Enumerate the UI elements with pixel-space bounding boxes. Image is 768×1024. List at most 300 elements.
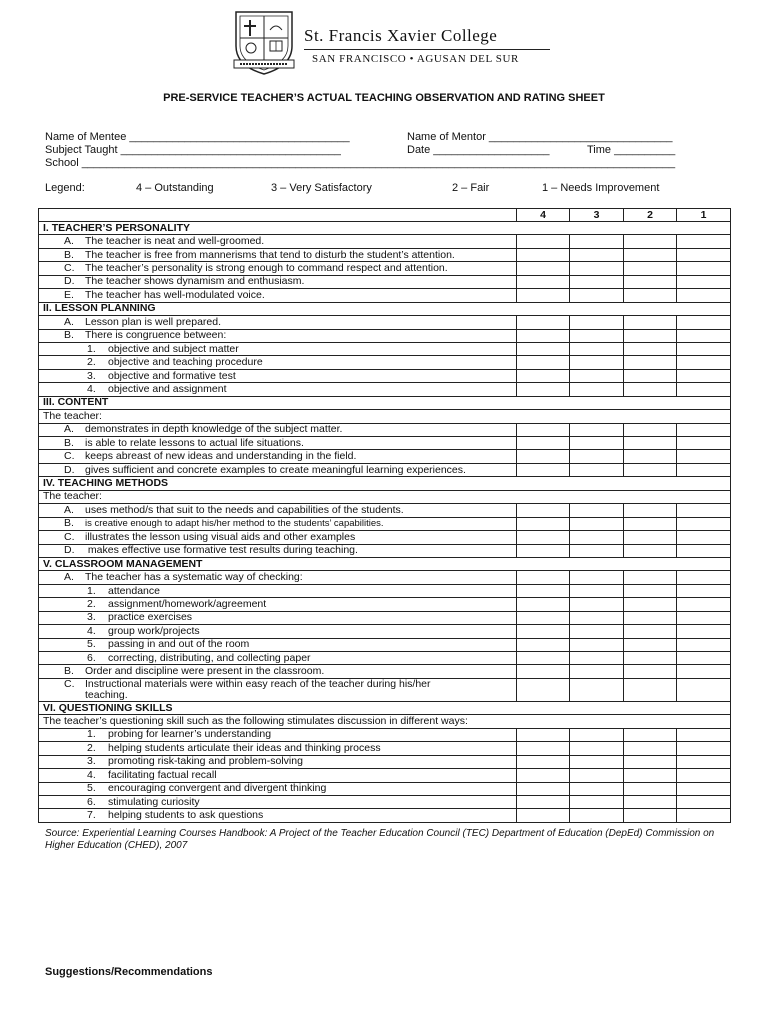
source-citation: Source: Experiential Learning Courses Handbook: A Project of the Teacher Education Council (TEC) Department of Education (DepEd) Commission on Higher Education (CHED), 2007 (45, 828, 715, 851)
rating-cell-3[interactable] (570, 342, 624, 355)
rating-cell-3[interactable] (570, 571, 624, 584)
rating-cell-3[interactable] (570, 742, 624, 755)
criterion-cell (39, 423, 517, 436)
table-row (39, 625, 731, 638)
table-row (39, 222, 731, 235)
rating-cell-3[interactable] (570, 678, 624, 701)
table-row (39, 584, 731, 597)
rating-cell-4[interactable] (517, 544, 570, 557)
rating-cell-4[interactable] (517, 369, 570, 382)
criterion-text: is able to relate lessons to actual life situations. (85, 436, 304, 449)
legend-item-3: 3 – Very Satisfactory (271, 182, 372, 194)
rating-cell-1[interactable] (677, 584, 731, 597)
rating-cell-1[interactable] (677, 782, 731, 795)
criterion-text: Order and discipline were present in the classroom. (85, 665, 325, 678)
criterion-cell (39, 598, 517, 611)
rating-cell-4[interactable] (517, 769, 570, 782)
criterion-text: probing for learner’s understanding (108, 728, 272, 741)
rating-cell-1[interactable] (677, 316, 731, 329)
table-row (39, 490, 731, 503)
criterion-cell (39, 356, 517, 369)
table-row (39, 742, 731, 755)
table-row (39, 531, 731, 544)
rating-cell-1[interactable] (677, 235, 731, 248)
rating-cell-3[interactable] (570, 517, 624, 530)
criterion-cell (39, 316, 517, 329)
criterion-marker: 4. (87, 382, 96, 395)
criterion-marker: 5. (87, 638, 96, 651)
rating-cell-3[interactable] (570, 289, 624, 302)
rating-cell-2[interactable] (624, 275, 677, 288)
criterion-text: passing in and out of the room (108, 638, 250, 651)
rating-cell-4[interactable] (517, 437, 570, 450)
rating-cell-2[interactable] (624, 289, 677, 302)
rating-cell-1[interactable] (677, 517, 731, 530)
rating-cell-1[interactable] (677, 262, 731, 275)
section-note: The teacher’s questioning skill such as the following stimulates discussion in different ways: (39, 715, 731, 728)
table-row (39, 755, 731, 768)
criterion-cell (39, 584, 517, 597)
rating-cell-2[interactable] (624, 342, 677, 355)
criterion-text: stimulating curiosity (108, 795, 200, 808)
rating-cell-2[interactable] (624, 450, 677, 463)
criterion-cell (39, 262, 517, 275)
table-row (39, 728, 731, 741)
criterion-cell (39, 329, 517, 342)
criterion-text: objective and subject matter (108, 342, 239, 355)
header-divider (304, 49, 550, 50)
criterion-cell (39, 728, 517, 741)
criterion-marker: 5. (87, 782, 96, 795)
table-row (39, 437, 731, 450)
rating-cell-1[interactable] (677, 638, 731, 651)
rating-cell-1[interactable] (677, 611, 731, 624)
table-row (39, 450, 731, 463)
criterion-text: helping students articulate their ideas and thinking process (108, 741, 381, 754)
rating-cell-1[interactable] (677, 728, 731, 741)
rating-cell-3[interactable] (570, 625, 624, 638)
college-name: St. Francis Xavier College (304, 26, 498, 45)
criterion-marker: 6. (87, 651, 96, 664)
rating-cell-4[interactable] (517, 795, 570, 808)
rating-cell-4[interactable] (517, 571, 570, 584)
rating-table (38, 208, 731, 823)
rating-cell-1[interactable] (677, 463, 731, 476)
rating-cell-3[interactable] (570, 769, 624, 782)
criterion-text: practice exercises (108, 611, 193, 624)
criterion-marker: B. (64, 517, 74, 530)
rating-cell-3[interactable] (570, 611, 624, 624)
rating-cell-2[interactable] (624, 728, 677, 741)
rating-cell-1[interactable] (677, 665, 731, 678)
criterion-cell (39, 638, 517, 651)
criterion-marker: A. (64, 423, 74, 436)
rating-cell-3[interactable] (570, 809, 624, 822)
rating-cell-4[interactable] (517, 742, 570, 755)
criterion-text: The teacher shows dynamism and enthusiasm. (85, 275, 305, 288)
rating-cell-4[interactable] (517, 383, 570, 396)
table-row (39, 262, 731, 275)
rating-cell-2[interactable] (624, 262, 677, 275)
rating-cell-2[interactable] (624, 423, 677, 436)
table-row (39, 715, 731, 728)
table-row (39, 571, 731, 584)
rating-cell-3[interactable] (570, 795, 624, 808)
criterion-text: attendance (108, 584, 160, 597)
criterion-text: correcting, distributing, and collecting paper (108, 651, 311, 664)
rating-cell-4[interactable] (517, 678, 570, 701)
rating-cell-1[interactable] (677, 755, 731, 768)
criterion-marker: 4. (87, 624, 96, 637)
criterion-text: uses method/s that suit to the needs and capabilities of the students. (85, 503, 404, 516)
criterion-marker: A. (64, 503, 74, 516)
legend-item-2: 2 – Fair (452, 182, 490, 194)
table-row (39, 782, 731, 795)
rating-cell-2[interactable] (624, 248, 677, 261)
criterion-marker: A. (64, 571, 74, 584)
rating-cell-2[interactable] (624, 584, 677, 597)
rating-cell-3[interactable] (570, 531, 624, 544)
criterion-cell (39, 437, 517, 450)
rating-cell-1[interactable] (677, 369, 731, 382)
rating-cell-2[interactable] (624, 652, 677, 665)
criterion-marker: 2. (87, 597, 96, 610)
rating-cell-4[interactable] (517, 755, 570, 768)
college-location: SAN FRANCISCO • AGUSAN DEL SUR (312, 53, 519, 65)
rating-cell-1[interactable] (677, 652, 731, 665)
rating-cell-4[interactable] (517, 611, 570, 624)
rating-cell-1[interactable] (677, 450, 731, 463)
rating-cell-4[interactable] (517, 728, 570, 741)
criterion-cell (39, 795, 517, 808)
table-row (39, 652, 731, 665)
legend-label: Legend: (45, 182, 85, 194)
rating-cell-3[interactable] (570, 665, 624, 678)
rating-cell-1[interactable] (677, 742, 731, 755)
rating-cell-3[interactable] (570, 755, 624, 768)
rating-cell-2[interactable] (624, 369, 677, 382)
rating-cell-4[interactable] (517, 665, 570, 678)
rating-cell-1[interactable] (677, 504, 731, 517)
criterion-cell (39, 678, 517, 701)
rating-cell-2[interactable] (624, 517, 677, 530)
table-row (39, 477, 731, 490)
rating-cell-1[interactable] (677, 342, 731, 355)
rating-cell-2[interactable] (624, 571, 677, 584)
rating-cell-3[interactable] (570, 383, 624, 396)
rating-cell-3[interactable] (570, 369, 624, 382)
rating-cell-3[interactable] (570, 638, 624, 651)
criterion-marker: 1. (87, 342, 96, 355)
criterion-cell (39, 742, 517, 755)
rating-cell-4[interactable] (517, 782, 570, 795)
rating-cell-3[interactable] (570, 463, 624, 476)
rating-cell-3[interactable] (570, 598, 624, 611)
criterion-cell (39, 504, 517, 517)
rating-cell-1[interactable] (677, 437, 731, 450)
criterion-cell (39, 809, 517, 822)
rating-cell-3[interactable] (570, 450, 624, 463)
rating-cell-1[interactable] (677, 531, 731, 544)
rating-cell-2[interactable] (624, 531, 677, 544)
rating-cell-2[interactable] (624, 329, 677, 342)
table-row (39, 302, 731, 315)
criterion-cell (39, 289, 517, 302)
section-heading: I. TEACHER’S PERSONALITY (39, 222, 731, 235)
table-row (39, 463, 731, 476)
criterion-text: objective and assignment (108, 382, 227, 395)
rating-cell-4[interactable] (517, 289, 570, 302)
rating-cell-4[interactable] (517, 584, 570, 597)
mentor-field[interactable]: Name of Mentor ______________________________ (407, 131, 673, 143)
criteria-header (39, 209, 517, 222)
rating-cell-3[interactable] (570, 248, 624, 261)
criterion-text: objective and teaching procedure (108, 356, 263, 369)
criterion-marker: 6. (87, 795, 96, 808)
rating-cell-2[interactable] (624, 678, 677, 701)
rating-cell-4[interactable] (517, 463, 570, 476)
document-title: PRE-SERVICE TEACHER’S ACTUAL TEACHING OBSERVATION AND RATING SHEET (163, 92, 605, 104)
criterion-text: makes effective use formative test results during teaching. (85, 544, 358, 557)
rating-cell-1[interactable] (677, 423, 731, 436)
rating-cell-4[interactable] (517, 356, 570, 369)
criterion-text: Lesson plan is well prepared. (85, 315, 221, 328)
rating-header-row (39, 209, 731, 222)
criterion-cell (39, 755, 517, 768)
criterion-marker: C. (64, 530, 75, 543)
criterion-marker: 4. (87, 768, 96, 781)
criterion-cell (39, 517, 517, 530)
criterion-cell (39, 625, 517, 638)
criterion-cell (39, 611, 517, 624)
rating-cell-4[interactable] (517, 316, 570, 329)
section-note: The teacher: (39, 410, 731, 423)
rating-cell-2[interactable] (624, 638, 677, 651)
rating-cell-4[interactable] (517, 262, 570, 275)
rating-cell-3[interactable] (570, 544, 624, 557)
rating-cell-4[interactable] (517, 329, 570, 342)
criterion-text: assignment/homework/agreement (108, 597, 267, 610)
table-row (39, 544, 731, 557)
rating-cell-1[interactable] (677, 678, 731, 701)
table-row (39, 678, 731, 701)
rating-cell-3[interactable] (570, 235, 624, 248)
criterion-cell (39, 275, 517, 288)
rating-cell-2[interactable] (624, 356, 677, 369)
criterion-marker: A. (64, 315, 74, 328)
criterion-cell (39, 769, 517, 782)
table-row (39, 517, 731, 530)
rating-cell-1[interactable] (677, 248, 731, 261)
criterion-text: helping students to ask questions (108, 809, 264, 822)
criterion-text: facilitating factual recall (108, 768, 217, 781)
rating-cell-3[interactable] (570, 728, 624, 741)
rating-cell-1[interactable] (677, 356, 731, 369)
table-row (39, 316, 731, 329)
rating-cell-3[interactable] (570, 329, 624, 342)
subject-field[interactable]: Subject Taught ____________________________________ (45, 144, 341, 156)
criterion-marker: 3. (87, 369, 96, 382)
rating-cell-3[interactable] (570, 584, 624, 597)
rating-cell-2[interactable] (624, 544, 677, 557)
rating-column-header: 2 (624, 209, 677, 222)
rating-cell-4[interactable] (517, 275, 570, 288)
criterion-marker: 3. (87, 611, 96, 624)
rating-cell-1[interactable] (677, 329, 731, 342)
rating-cell-2[interactable] (624, 665, 677, 678)
criterion-marker: 3. (87, 755, 96, 768)
table-row (39, 342, 731, 355)
rating-cell-3[interactable] (570, 316, 624, 329)
table-row (39, 665, 731, 678)
table-row (39, 504, 731, 517)
criterion-marker: B. (64, 329, 74, 342)
section-heading: V. CLASSROOM MANAGEMENT (39, 557, 731, 570)
rating-cell-3[interactable] (570, 652, 624, 665)
rating-cell-1[interactable] (677, 598, 731, 611)
rating-cell-1[interactable] (677, 275, 731, 288)
rating-cell-1[interactable] (677, 795, 731, 808)
rating-column-header: 4 (517, 209, 570, 222)
rating-cell-4[interactable] (517, 625, 570, 638)
rating-cell-2[interactable] (624, 316, 677, 329)
rating-column-header: 3 (570, 209, 624, 222)
rating-cell-4[interactable] (517, 423, 570, 436)
table-row (39, 769, 731, 782)
criterion-marker: B. (64, 436, 74, 449)
rating-column-header: 1 (677, 209, 731, 222)
rating-cell-1[interactable] (677, 289, 731, 302)
rating-cell-1[interactable] (677, 383, 731, 396)
criterion-marker: 2. (87, 356, 96, 369)
rating-cell-3[interactable] (570, 504, 624, 517)
table-row (39, 809, 731, 822)
criterion-marker: B. (64, 665, 74, 678)
table-row (39, 423, 731, 436)
suggestions-heading: Suggestions/Recommendations (45, 966, 213, 978)
rating-cell-4[interactable] (517, 652, 570, 665)
table-row (39, 557, 731, 570)
table-row (39, 329, 731, 342)
rating-cell-2[interactable] (624, 809, 677, 822)
rating-cell-1[interactable] (677, 809, 731, 822)
section-heading: II. LESSON PLANNING (39, 302, 731, 315)
criterion-text: There is congruence between: (85, 329, 227, 342)
criterion-cell (39, 463, 517, 476)
rating-cell-3[interactable] (570, 356, 624, 369)
criterion-text: The teacher is free from mannerisms that tend to disturb the student’s attention. (85, 248, 455, 261)
table-row (39, 701, 731, 714)
rating-cell-2[interactable] (624, 782, 677, 795)
criterion-cell (39, 248, 517, 261)
rating-cell-2[interactable] (624, 463, 677, 476)
criterion-marker: 1. (87, 584, 96, 597)
rating-cell-2[interactable] (624, 742, 677, 755)
criterion-cell (39, 531, 517, 544)
rating-cell-4[interactable] (517, 342, 570, 355)
time-field[interactable]: Time __________ (587, 144, 676, 156)
section-heading: IV. TEACHING METHODS (39, 477, 731, 490)
criterion-text: group work/projects (108, 624, 200, 637)
criterion-marker: D. (64, 544, 75, 557)
table-row (39, 611, 731, 624)
table-row (39, 598, 731, 611)
criterion-marker: C. (64, 678, 75, 690)
criterion-cell (39, 369, 517, 382)
rating-cell-2[interactable] (624, 437, 677, 450)
legend-item-4: 4 – Outstanding (136, 182, 214, 194)
criterion-marker: 7. (87, 809, 96, 822)
rating-cell-3[interactable] (570, 782, 624, 795)
rating-cell-4[interactable] (517, 638, 570, 651)
rating-cell-2[interactable] (624, 755, 677, 768)
criterion-text: encouraging convergent and divergent thinking (108, 782, 327, 795)
criterion-text: promoting risk-taking and problem-solving (108, 755, 303, 768)
section-note: The teacher: (39, 490, 731, 503)
rating-cell-2[interactable] (624, 611, 677, 624)
criterion-marker: E. (64, 288, 74, 301)
rating-cell-3[interactable] (570, 423, 624, 436)
rating-cell-2[interactable] (624, 625, 677, 638)
rating-cell-1[interactable] (677, 571, 731, 584)
section-heading: III. CONTENT (39, 396, 731, 409)
rating-cell-3[interactable] (570, 262, 624, 275)
rating-cell-1[interactable] (677, 544, 731, 557)
rating-cell-4[interactable] (517, 809, 570, 822)
criterion-cell (39, 652, 517, 665)
criterion-text: The teacher has well-modulated voice. (85, 288, 265, 301)
criterion-text: illustrates the lesson using visual aids and other examples (85, 530, 356, 543)
table-row (39, 410, 731, 423)
criterion-marker: D. (64, 463, 75, 476)
rating-cell-2[interactable] (624, 235, 677, 248)
criterion-cell (39, 235, 517, 248)
rating-cell-1[interactable] (677, 625, 731, 638)
rating-cell-4[interactable] (517, 598, 570, 611)
criterion-text: The teacher has a systematic way of checking: (85, 571, 303, 584)
legend-item-1: 1 – Needs Improvement (542, 182, 660, 194)
criterion-cell (39, 544, 517, 557)
criterion-text: objective and formative test (108, 369, 236, 382)
mentee-field[interactable]: Name of Mentee ____________________________________ (45, 131, 350, 143)
rating-cell-2[interactable] (624, 504, 677, 517)
date-field[interactable]: Date ___________________ (407, 144, 550, 156)
rating-cell-4[interactable] (517, 248, 570, 261)
rating-cell-4[interactable] (517, 504, 570, 517)
criterion-text: gives sufficient and concrete examples to create meaningful learning experiences. (85, 463, 466, 476)
rating-cell-4[interactable] (517, 450, 570, 463)
rating-cell-3[interactable] (570, 275, 624, 288)
criterion-cell (39, 342, 517, 355)
rating-cell-4[interactable] (517, 531, 570, 544)
rating-cell-4[interactable] (517, 517, 570, 530)
table-row (39, 383, 731, 396)
rating-cell-2[interactable] (624, 769, 677, 782)
school-field[interactable]: School _________________________________________________________________________________________________ (45, 157, 676, 169)
rating-cell-2[interactable] (624, 383, 677, 396)
criterion-cell (39, 782, 517, 795)
table-row (39, 396, 731, 409)
rating-cell-2[interactable] (624, 795, 677, 808)
table-row (39, 369, 731, 382)
rating-cell-1[interactable] (677, 769, 731, 782)
section-heading: VI. QUESTIONING SKILLS (39, 701, 731, 714)
rating-cell-3[interactable] (570, 437, 624, 450)
rating-cell-4[interactable] (517, 235, 570, 248)
criterion-text: is creative enough to adapt his/her method to the students’ capabilities. (85, 518, 384, 530)
criterion-text: demonstrates in depth knowledge of the subject matter. (85, 423, 343, 436)
rating-cell-2[interactable] (624, 598, 677, 611)
